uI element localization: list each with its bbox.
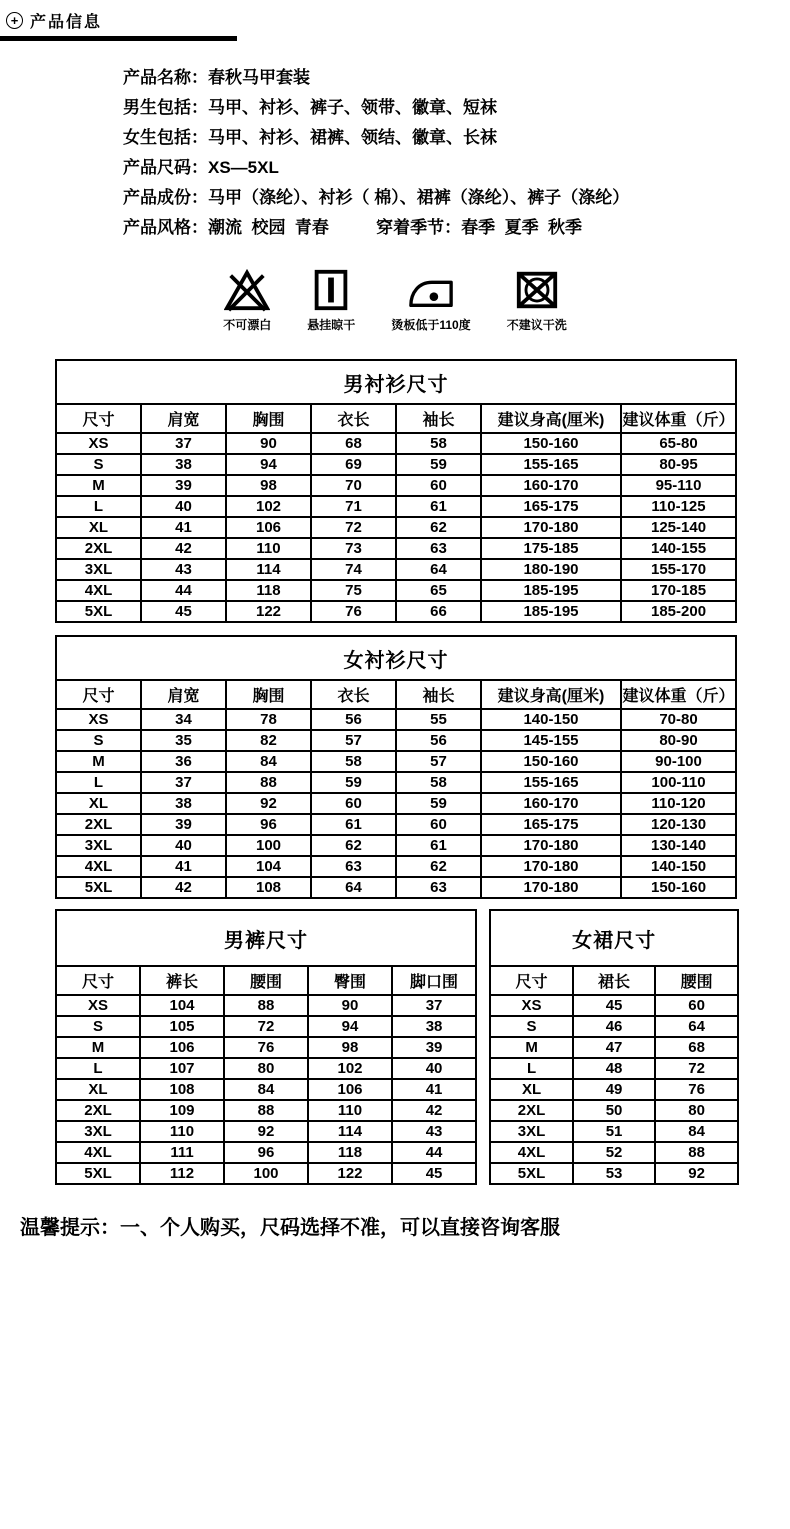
table-cell: 122 bbox=[308, 1163, 392, 1184]
girls-include-line: 女生包括：马甲、衬衫、裙裤、领结、徽章、长袜 bbox=[123, 128, 497, 147]
table-cell: L bbox=[56, 496, 141, 517]
column-header: 袖长 bbox=[396, 404, 481, 433]
table-cell: 38 bbox=[141, 454, 226, 475]
table-row bbox=[56, 814, 736, 835]
care-item-iron-low bbox=[391, 267, 470, 333]
table-cell: 49 bbox=[573, 1079, 655, 1100]
table-cell: 114 bbox=[226, 559, 311, 580]
table-row bbox=[56, 1163, 476, 1184]
women-skirt-table-body bbox=[490, 995, 738, 1184]
men-pants-header-row bbox=[56, 966, 476, 995]
table-cell: 39 bbox=[141, 475, 226, 496]
table-cell: 122 bbox=[226, 601, 311, 622]
table-cell: M bbox=[56, 475, 141, 496]
table-cell: 65-80 bbox=[621, 433, 736, 454]
table-cell: 98 bbox=[226, 475, 311, 496]
table-cell: L bbox=[490, 1058, 573, 1079]
table-cell: 165-175 bbox=[481, 814, 621, 835]
table-cell: 39 bbox=[141, 814, 226, 835]
table-cell: 73 bbox=[311, 538, 396, 559]
table-cell: 76 bbox=[655, 1079, 738, 1100]
table-cell: 57 bbox=[311, 730, 396, 751]
table-cell: 64 bbox=[396, 559, 481, 580]
column-header: 脚口围 bbox=[392, 966, 476, 995]
table-cell: 84 bbox=[226, 751, 311, 772]
table-cell: 150-160 bbox=[481, 433, 621, 454]
table-cell: 110 bbox=[308, 1100, 392, 1121]
table-cell: 59 bbox=[311, 772, 396, 793]
table-cell: M bbox=[56, 751, 141, 772]
table-row bbox=[56, 856, 736, 877]
table-row bbox=[490, 1142, 738, 1163]
table-cell: 63 bbox=[396, 538, 481, 559]
table-cell: 2XL bbox=[56, 538, 141, 559]
table-cell: 64 bbox=[311, 877, 396, 898]
table-row bbox=[490, 995, 738, 1016]
table-cell: 90 bbox=[308, 995, 392, 1016]
table-row bbox=[56, 1100, 476, 1121]
circled-plus-icon: + bbox=[6, 12, 23, 29]
table-cell: 5XL bbox=[56, 877, 141, 898]
table-cell: 61 bbox=[396, 835, 481, 856]
table-cell: 185-200 bbox=[621, 601, 736, 622]
table-row bbox=[56, 1037, 476, 1058]
table-cell: 155-165 bbox=[481, 772, 621, 793]
table-cell: 118 bbox=[226, 580, 311, 601]
table-row bbox=[56, 772, 736, 793]
table-row bbox=[56, 454, 736, 475]
table-cell: 4XL bbox=[490, 1142, 573, 1163]
table-cell: 70-80 bbox=[621, 709, 736, 730]
table-cell: 56 bbox=[396, 730, 481, 751]
table-cell: 88 bbox=[655, 1142, 738, 1163]
table-cell: 106 bbox=[140, 1037, 224, 1058]
column-header: 建议体重（斤） bbox=[621, 404, 736, 433]
table-cell: 106 bbox=[308, 1079, 392, 1100]
table-cell: 64 bbox=[655, 1016, 738, 1037]
care-icons-row bbox=[0, 267, 790, 333]
care-item-no-dry-clean bbox=[507, 267, 567, 333]
table-cell: 69 bbox=[311, 454, 396, 475]
table-cell: XS bbox=[56, 995, 140, 1016]
table-cell: 105 bbox=[140, 1016, 224, 1037]
column-header: 裙长 bbox=[573, 966, 655, 995]
style-season-line: 产品风格：潮流 校园 青春 穿着季节：春季 夏季 秋季 bbox=[123, 218, 583, 237]
table-cell: 65 bbox=[396, 580, 481, 601]
table-cell: 95-110 bbox=[621, 475, 736, 496]
table-cell: 76 bbox=[224, 1037, 308, 1058]
women-skirt-table-title: 女裙尺寸 bbox=[490, 910, 738, 966]
table-cell: 104 bbox=[140, 995, 224, 1016]
table-cell: 170-180 bbox=[481, 856, 621, 877]
table-row bbox=[490, 1079, 738, 1100]
title-underline bbox=[0, 36, 237, 41]
table-row bbox=[56, 1142, 476, 1163]
table-cell: 107 bbox=[140, 1058, 224, 1079]
table-cell: 110-120 bbox=[621, 793, 736, 814]
men-shirt-size-table bbox=[55, 359, 737, 623]
table-cell: 40 bbox=[141, 835, 226, 856]
page-title: 产品信息 bbox=[30, 14, 103, 31]
table-cell: 90 bbox=[226, 433, 311, 454]
men-pants-table-body bbox=[56, 995, 476, 1184]
table-cell: 72 bbox=[224, 1016, 308, 1037]
material-line: 产品成份：马甲（涤纶）、衬衫（ 棉）、裙裤（涤纶）、裤子（涤纶） bbox=[123, 188, 630, 207]
men-shirt-header-row bbox=[56, 404, 736, 433]
table-row bbox=[56, 1016, 476, 1037]
table-cell: 68 bbox=[655, 1037, 738, 1058]
table-cell: 78 bbox=[226, 709, 311, 730]
table-cell: 50 bbox=[573, 1100, 655, 1121]
column-header: 建议身高(厘米) bbox=[481, 404, 621, 433]
table-cell: 100-110 bbox=[621, 772, 736, 793]
table-cell: 72 bbox=[311, 517, 396, 538]
table-cell: XS bbox=[56, 433, 141, 454]
column-header: 尺寸 bbox=[490, 966, 573, 995]
table-row bbox=[56, 1079, 476, 1100]
table-cell: 140-155 bbox=[621, 538, 736, 559]
page-header bbox=[0, 0, 790, 32]
column-header: 衣长 bbox=[311, 404, 396, 433]
table-cell: 42 bbox=[141, 877, 226, 898]
table-cell: 82 bbox=[226, 730, 311, 751]
table-cell: 57 bbox=[396, 751, 481, 772]
product-name-line: 产品名称：春秋马甲套装 bbox=[123, 68, 310, 87]
table-cell: S bbox=[56, 454, 141, 475]
table-cell: 80 bbox=[655, 1100, 738, 1121]
table-row bbox=[56, 580, 736, 601]
bottom-tables-row bbox=[55, 909, 790, 1185]
table-cell: 5XL bbox=[56, 601, 141, 622]
table-cell: 55 bbox=[396, 709, 481, 730]
table-cell: 100 bbox=[226, 835, 311, 856]
table-cell: 114 bbox=[308, 1121, 392, 1142]
table-cell: 60 bbox=[396, 475, 481, 496]
care-label-iron-low: 烫板低于110度 bbox=[391, 318, 471, 332]
table-cell: 170-185 bbox=[621, 580, 736, 601]
no-bleach-icon bbox=[224, 267, 270, 313]
table-row bbox=[56, 538, 736, 559]
table-cell: 4XL bbox=[56, 856, 141, 877]
table-cell: XL bbox=[56, 517, 141, 538]
table-cell: 80-90 bbox=[621, 730, 736, 751]
column-header: 尺寸 bbox=[56, 404, 141, 433]
table-cell: 94 bbox=[308, 1016, 392, 1037]
table-cell: 145-155 bbox=[481, 730, 621, 751]
table-cell: 185-195 bbox=[481, 601, 621, 622]
table-cell: 84 bbox=[224, 1079, 308, 1100]
table-cell: 4XL bbox=[56, 1142, 140, 1163]
table-cell: 59 bbox=[396, 793, 481, 814]
table-cell: 170-180 bbox=[481, 877, 621, 898]
table-cell: 110 bbox=[226, 538, 311, 559]
no-dry-clean-icon bbox=[514, 267, 560, 313]
table-cell: 155-170 bbox=[621, 559, 736, 580]
table-cell: 75 bbox=[311, 580, 396, 601]
column-header: 建议体重（斤） bbox=[621, 680, 736, 709]
table-row bbox=[490, 1121, 738, 1142]
table-cell: 3XL bbox=[56, 1121, 140, 1142]
men-pants-size-table bbox=[55, 909, 477, 1185]
table-cell: 80-95 bbox=[621, 454, 736, 475]
table-cell: 44 bbox=[141, 580, 226, 601]
table-row bbox=[56, 517, 736, 538]
table-cell: 2XL bbox=[56, 1100, 140, 1121]
table-cell: 36 bbox=[141, 751, 226, 772]
table-cell: 112 bbox=[140, 1163, 224, 1184]
table-cell: 42 bbox=[141, 538, 226, 559]
boys-include-line: 男生包括：马甲、衬衫、裤子、领带、徽章、短袜 bbox=[123, 98, 497, 117]
column-header: 衣长 bbox=[311, 680, 396, 709]
care-label-hang-dry: 悬挂晾干 bbox=[307, 318, 356, 332]
table-cell: 94 bbox=[226, 454, 311, 475]
table-cell: 88 bbox=[226, 772, 311, 793]
table-cell: 41 bbox=[141, 856, 226, 877]
table-cell: 61 bbox=[396, 496, 481, 517]
table-cell: 110 bbox=[140, 1121, 224, 1142]
table-row bbox=[490, 1037, 738, 1058]
table-cell: 170-180 bbox=[481, 517, 621, 538]
table-cell: 5XL bbox=[56, 1163, 140, 1184]
table-row bbox=[56, 835, 736, 856]
table-cell: 3XL bbox=[56, 559, 141, 580]
table-cell: L bbox=[56, 1058, 140, 1079]
table-cell: S bbox=[56, 1016, 140, 1037]
column-header: 建议身高(厘米) bbox=[481, 680, 621, 709]
table-cell: 40 bbox=[392, 1058, 476, 1079]
table-cell: 5XL bbox=[490, 1163, 573, 1184]
table-cell: 175-185 bbox=[481, 538, 621, 559]
table-cell: 118 bbox=[308, 1142, 392, 1163]
table-cell: 88 bbox=[224, 1100, 308, 1121]
women-shirt-header-row bbox=[56, 680, 736, 709]
table-cell: 63 bbox=[311, 856, 396, 877]
table-cell: 62 bbox=[396, 856, 481, 877]
table-cell: 110-125 bbox=[621, 496, 736, 517]
table-cell: 4XL bbox=[56, 580, 141, 601]
table-cell: 80 bbox=[224, 1058, 308, 1079]
men-pants-table-title: 男裤尺寸 bbox=[56, 910, 476, 966]
size-range-line: 产品尺码：XS—5XL bbox=[123, 158, 279, 177]
table-row bbox=[490, 1163, 738, 1184]
table-cell: 88 bbox=[224, 995, 308, 1016]
table-cell: 3XL bbox=[56, 835, 141, 856]
table-cell: 41 bbox=[141, 517, 226, 538]
table-cell: 60 bbox=[655, 995, 738, 1016]
table-cell: 61 bbox=[311, 814, 396, 835]
care-label-no-bleach: 不可漂白 bbox=[223, 318, 272, 332]
table-row bbox=[56, 1058, 476, 1079]
table-cell: XS bbox=[490, 995, 573, 1016]
table-cell: 68 bbox=[311, 433, 396, 454]
table-cell: 104 bbox=[226, 856, 311, 877]
table-cell: 43 bbox=[392, 1121, 476, 1142]
table-cell: 62 bbox=[311, 835, 396, 856]
column-header: 腰围 bbox=[655, 966, 738, 995]
men-shirt-table-body bbox=[56, 433, 736, 622]
table-cell: 58 bbox=[396, 772, 481, 793]
table-row bbox=[490, 1100, 738, 1121]
table-cell: 59 bbox=[396, 454, 481, 475]
table-row bbox=[56, 709, 736, 730]
table-cell: 84 bbox=[655, 1121, 738, 1142]
table-row bbox=[56, 496, 736, 517]
table-cell: 58 bbox=[311, 751, 396, 772]
table-cell: 125-140 bbox=[621, 517, 736, 538]
table-cell: 52 bbox=[573, 1142, 655, 1163]
table-cell: 48 bbox=[573, 1058, 655, 1079]
care-item-hang-dry bbox=[307, 267, 355, 333]
table-cell: 100 bbox=[224, 1163, 308, 1184]
table-cell: 160-170 bbox=[481, 475, 621, 496]
table-cell: 90-100 bbox=[621, 751, 736, 772]
table-row bbox=[490, 1058, 738, 1079]
women-skirt-size-table bbox=[489, 909, 739, 1185]
table-cell: 34 bbox=[141, 709, 226, 730]
table-cell: 66 bbox=[396, 601, 481, 622]
table-cell: 130-140 bbox=[621, 835, 736, 856]
table-cell: 140-150 bbox=[481, 709, 621, 730]
care-item-no-bleach bbox=[223, 267, 271, 333]
table-cell: 150-160 bbox=[481, 751, 621, 772]
iron-low-temp-icon bbox=[408, 267, 454, 313]
table-cell: 38 bbox=[392, 1016, 476, 1037]
table-cell: S bbox=[490, 1016, 573, 1037]
column-header: 臀围 bbox=[308, 966, 392, 995]
table-cell: 37 bbox=[141, 772, 226, 793]
table-cell: 72 bbox=[655, 1058, 738, 1079]
table-cell: 150-160 bbox=[621, 877, 736, 898]
table-cell: 71 bbox=[311, 496, 396, 517]
table-row bbox=[56, 433, 736, 454]
care-label-no-dry-clean: 不建议干洗 bbox=[506, 318, 567, 332]
table-cell: 44 bbox=[392, 1142, 476, 1163]
table-cell: 51 bbox=[573, 1121, 655, 1142]
column-header: 尺寸 bbox=[56, 680, 141, 709]
column-header: 腰围 bbox=[224, 966, 308, 995]
table-cell: 53 bbox=[573, 1163, 655, 1184]
table-cell: 45 bbox=[141, 601, 226, 622]
table-cell: 76 bbox=[311, 601, 396, 622]
table-cell: 56 bbox=[311, 709, 396, 730]
table-cell: 41 bbox=[392, 1079, 476, 1100]
table-cell: 39 bbox=[392, 1037, 476, 1058]
table-cell: 42 bbox=[392, 1100, 476, 1121]
table-cell: XL bbox=[490, 1079, 573, 1100]
table-cell: XL bbox=[56, 1079, 140, 1100]
product-info-section bbox=[123, 63, 790, 243]
table-row bbox=[56, 475, 736, 496]
table-cell: 102 bbox=[308, 1058, 392, 1079]
table-cell: 111 bbox=[140, 1142, 224, 1163]
table-cell: 45 bbox=[573, 995, 655, 1016]
table-cell: 47 bbox=[573, 1037, 655, 1058]
table-cell: 108 bbox=[226, 877, 311, 898]
table-cell: S bbox=[56, 730, 141, 751]
table-cell: 70 bbox=[311, 475, 396, 496]
table-cell: 106 bbox=[226, 517, 311, 538]
table-cell: 140-150 bbox=[621, 856, 736, 877]
men-shirt-table-title: 男衬衫尺寸 bbox=[56, 360, 736, 404]
women-shirt-size-table bbox=[55, 635, 737, 899]
table-cell: 120-130 bbox=[621, 814, 736, 835]
table-row bbox=[490, 1016, 738, 1037]
table-cell: L bbox=[56, 772, 141, 793]
table-cell: M bbox=[56, 1037, 140, 1058]
table-cell: 60 bbox=[396, 814, 481, 835]
table-cell: 102 bbox=[226, 496, 311, 517]
table-cell: 45 bbox=[392, 1163, 476, 1184]
table-row bbox=[56, 751, 736, 772]
table-cell: 3XL bbox=[490, 1121, 573, 1142]
table-cell: 35 bbox=[141, 730, 226, 751]
table-cell: 96 bbox=[224, 1142, 308, 1163]
table-row bbox=[56, 730, 736, 751]
table-cell: 170-180 bbox=[481, 835, 621, 856]
table-cell: 60 bbox=[311, 793, 396, 814]
table-cell: 40 bbox=[141, 496, 226, 517]
column-header: 裤长 bbox=[140, 966, 224, 995]
table-row bbox=[56, 877, 736, 898]
table-cell: 43 bbox=[141, 559, 226, 580]
table-row bbox=[56, 559, 736, 580]
table-cell: 160-170 bbox=[481, 793, 621, 814]
column-header: 肩宽 bbox=[141, 680, 226, 709]
table-cell: 185-195 bbox=[481, 580, 621, 601]
table-cell: 2XL bbox=[490, 1100, 573, 1121]
table-cell: XL bbox=[56, 793, 141, 814]
table-row bbox=[56, 995, 476, 1016]
table-cell: 109 bbox=[140, 1100, 224, 1121]
table-cell: 96 bbox=[226, 814, 311, 835]
table-row bbox=[56, 793, 736, 814]
hang-dry-icon bbox=[308, 267, 354, 313]
table-cell: 46 bbox=[573, 1016, 655, 1037]
column-header: 尺寸 bbox=[56, 966, 140, 995]
table-cell: 108 bbox=[140, 1079, 224, 1100]
table-cell: 37 bbox=[141, 433, 226, 454]
women-skirt-header-row bbox=[490, 966, 738, 995]
column-header: 胸围 bbox=[226, 404, 311, 433]
footer-note: 温馨提示：一、个人购买，尺码选择不准，可以直接咨询客服 bbox=[20, 1217, 560, 1239]
table-cell: 74 bbox=[311, 559, 396, 580]
table-cell: 98 bbox=[308, 1037, 392, 1058]
table-cell: 63 bbox=[396, 877, 481, 898]
table-cell: 62 bbox=[396, 517, 481, 538]
table-cell: 92 bbox=[226, 793, 311, 814]
table-cell: 165-175 bbox=[481, 496, 621, 517]
table-cell: XS bbox=[56, 709, 141, 730]
table-cell: 155-165 bbox=[481, 454, 621, 475]
table-cell: 2XL bbox=[56, 814, 141, 835]
women-shirt-table-body bbox=[56, 709, 736, 898]
table-cell: 180-190 bbox=[481, 559, 621, 580]
table-cell: M bbox=[490, 1037, 573, 1058]
table-cell: 37 bbox=[392, 995, 476, 1016]
table-row bbox=[56, 1121, 476, 1142]
table-row bbox=[56, 601, 736, 622]
column-header: 胸围 bbox=[226, 680, 311, 709]
column-header: 袖长 bbox=[396, 680, 481, 709]
table-cell: 92 bbox=[224, 1121, 308, 1142]
table-cell: 38 bbox=[141, 793, 226, 814]
table-cell: 58 bbox=[396, 433, 481, 454]
column-header: 肩宽 bbox=[141, 404, 226, 433]
women-shirt-table-title: 女衬衫尺寸 bbox=[56, 636, 736, 680]
table-cell: 92 bbox=[655, 1163, 738, 1184]
